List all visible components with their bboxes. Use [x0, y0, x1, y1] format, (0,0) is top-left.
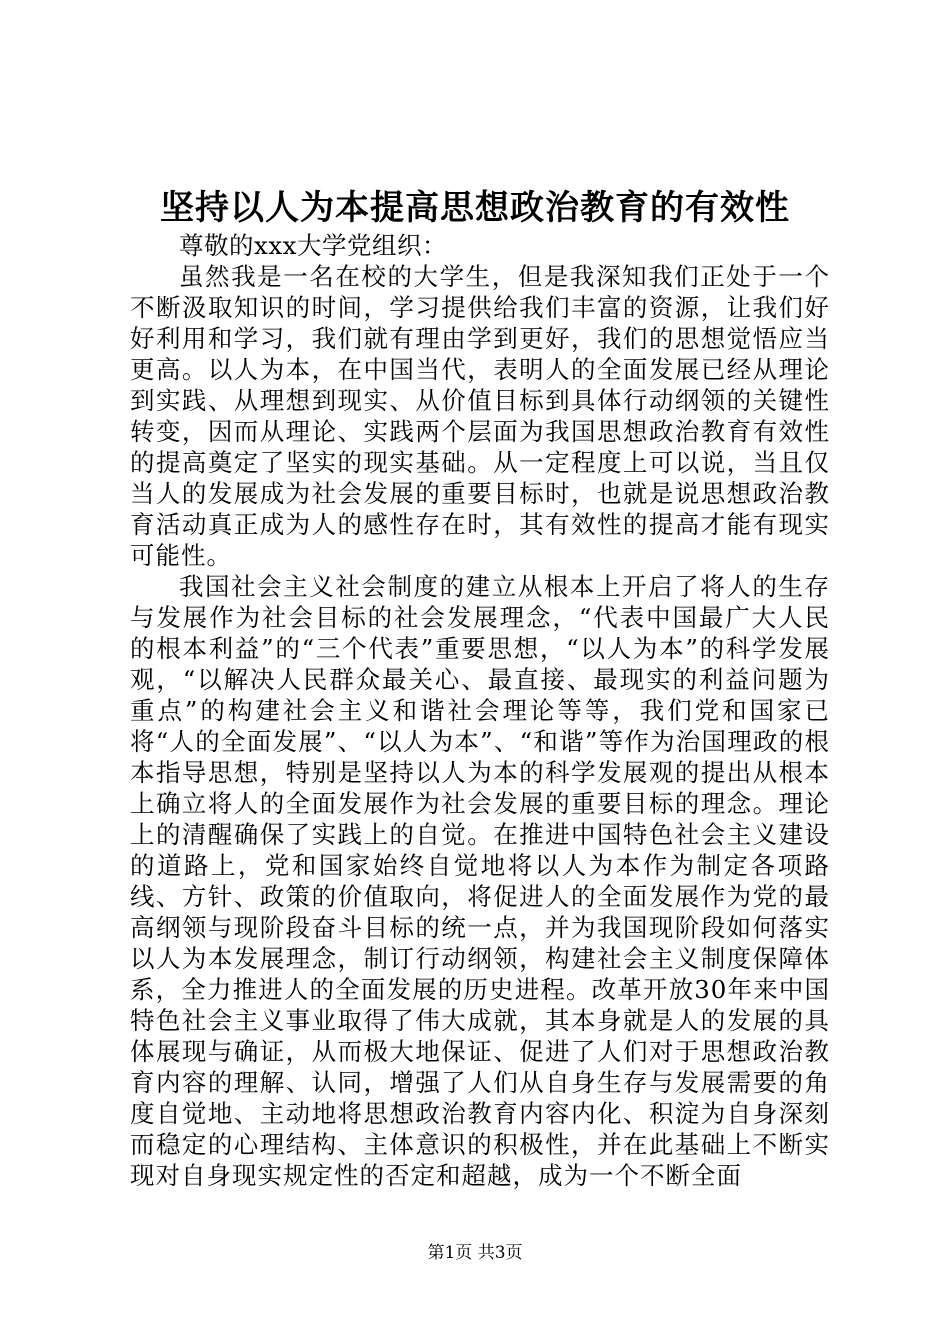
page-footer: 第1页 共3页 — [427, 1243, 523, 1263]
paragraph-1: 虽然我是一名在校的大学生，但是我深知我们正处于一个不断汲取知识的时间，学习提供给我们丰富的资源，让我们好好利用和学习，我们就有理由学到更好，我们的思想觉悟应当更高。以人为本，在中国当代，表明人的全面发展已经从理论到实践、从理想到现实、从价值目标到具体行动纲领的关键性转变，因而从理论、实践两个层面为我国思想政治教育有效性的提高奠定了坚实的现实基础。从一定程度上可以说，当且仅当人的发展成为社会发展的重要目标时，也就是说思想政治教育活动真正成为人的感性存在时，其有效性的提高才能有现实可能性。 — [130, 262, 830, 570]
paragraph-2: 我国社会主义社会制度的建立从根本上开启了将人的生存与发展作为社会目标的社会发展理念，“代表中国最广大人民的根本利益”的“三个代表”重要思想，“以人为本”的科学发展观，“以解决人民群众最关心、最直接、最现实的利益问题为重点”的构建社会主义和谐社会理论等等，我们党和国家已将“人的全面发展”、“以人为本”、“和谐”等作为治国理政的根本指导思想，特别是坚持以人为本的科学发展观的提出从根本上确立将人的全面发展作为社会发展的重要目标的理念。理论上的清醒确保了实践上的自觉。在推进中国特色社会主义建设的道路上，党和国家始终自觉地将以人为本作为制定各项路线、方针、政策的价值取向，将促进人的全面发展作为党的最高纲领与现阶段奋斗目标的统一点，并为我国现阶段如何落实以人为本发展理念，制订行动纲领，构建社会主义制度保障体系，全力推进人的全面发展的历史进程。改革开放30年来中国特色社会主义事业取得了伟大成就，其本身就是人的发展的具体展现与确证，从而极大地保证、促进了人们对于思想政治教育内容的理解、认同，增强了人们从自身生存与发展需要的角度自觉地、主动地将思想政治教育内容内化、积淀为自身深刻而稳定的心理结构、主体意识的积极性，并在此基础上不断实现对自身现实规定性的否定和超越，成为一个不断全面 — [130, 572, 830, 1190]
salutation: 尊敬的xxx大学党组织： — [179, 231, 447, 260]
document-body — [130, 230, 830, 1191]
document-title: 坚持以人为本提高思想政治教育的有效性 — [160, 188, 790, 228]
